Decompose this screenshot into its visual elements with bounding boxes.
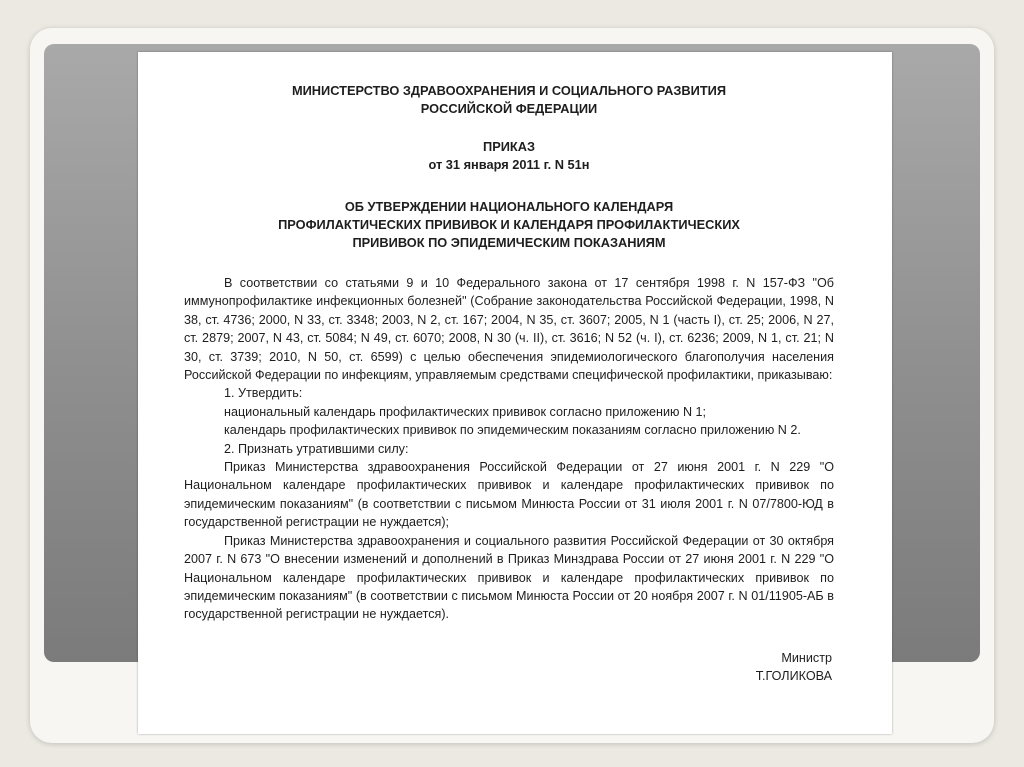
item-1-a: национальный календарь профилактических прививок согласно приложению N 1; xyxy=(224,404,707,419)
doc-type: ПРИКАЗ xyxy=(483,139,535,154)
order-heading xyxy=(184,138,834,174)
signature-title: Министр xyxy=(781,650,832,665)
document-page xyxy=(138,52,892,734)
ministry-line-2: РОССИЙСКОЙ ФЕДЕРАЦИИ xyxy=(420,101,598,116)
intro-paragraph: В соответствии со статьями 9 и 10 Федерального закона от 17 сентября 1998 г. N 157-ФЗ "Об иммунопрофилактике инфекционных болезней" (Собрание законодательства Российской Федерации, 1998, N 38, ст. 4736; 2000, N 33, ст. 3348; 2003, N 2, ст. 167; 2004, N 35, ст. 3607; 2005, N 1 (часть I), ст. 25; 2006, N 27, ст. 2879; 2007, N 43, ст. 5084; N 49, ст. 6070; 2008, N 30 (ч. II), ст. 3616; N 52 (ч. I), ст. 6236; 2009, N 1, ст. 21; N 30, ст. 3739; 2010, N 50, ст. 6599) с целью обеспечения эпидемиологического благополучия населения Российской Федерации по инфекциям, управляемым средствами специфической профилактики, приказываю: xyxy=(184,276,834,383)
ministry-line-1: МИНИСТЕРСТВО ЗДРАВООХРАНЕНИЯ И СОЦИАЛЬНОГО РАЗВИТИЯ xyxy=(291,83,727,98)
item-2-b: Приказ Министерства здравоохранения и социального развития Российской Федерации от 30 октября 2007 г. N 673 "О внесении изменений и дополнений в Приказ Минздрава России от 27 июня 2001 г. N 229 "О Национальном календаре профилактических прививок и календаре профилактических прививок по эпидемическим показаниям" (в соответствии с письмом Минюста России от 20 ноября 2007 г. N 01/11905-АБ в государственной регистрации не нуждается). xyxy=(184,533,834,622)
item-2-a: Приказ Министерства здравоохранения Российской Федерации от 27 июня 2001 г. N 229 "О Национальном календаре профилактических прививок и календаре профилактических прививок по эпидемическим показаниям" (в соответствии с письмом Минюста России от 31 июля 2001 г. N 07/7800-ЮД в государственной регистрации не нуждается); xyxy=(184,460,834,530)
signature-name: Т.ГОЛИКОВА xyxy=(755,668,832,683)
signature-block xyxy=(184,649,834,685)
item-1-heading: 1. Утвердить: xyxy=(224,386,303,401)
item-1-b: календарь профилактических прививок по эпидемическим показаниям согласно приложению N 2. xyxy=(224,423,801,438)
ministry-heading xyxy=(184,82,834,118)
document-content xyxy=(184,82,834,685)
subject-heading xyxy=(184,198,834,252)
subject-line-1: ОБ УТВЕРЖДЕНИИ НАЦИОНАЛЬНОГО КАЛЕНДАРЯ xyxy=(344,199,674,214)
subject-line-3: ПРИВИВОК ПО ЭПИДЕМИЧЕСКИМ ПОКАЗАНИЯМ xyxy=(352,235,666,250)
doc-date-number: от 31 января 2011 г. N 51н xyxy=(428,157,590,172)
subject-line-2: ПРОФИЛАКТИЧЕСКИХ ПРИВИВОК И КАЛЕНДАРЯ ПРОФИЛАКТИЧЕСКИХ xyxy=(278,217,740,232)
item-2-heading: 2. Признать утратившими силу: xyxy=(224,441,409,456)
